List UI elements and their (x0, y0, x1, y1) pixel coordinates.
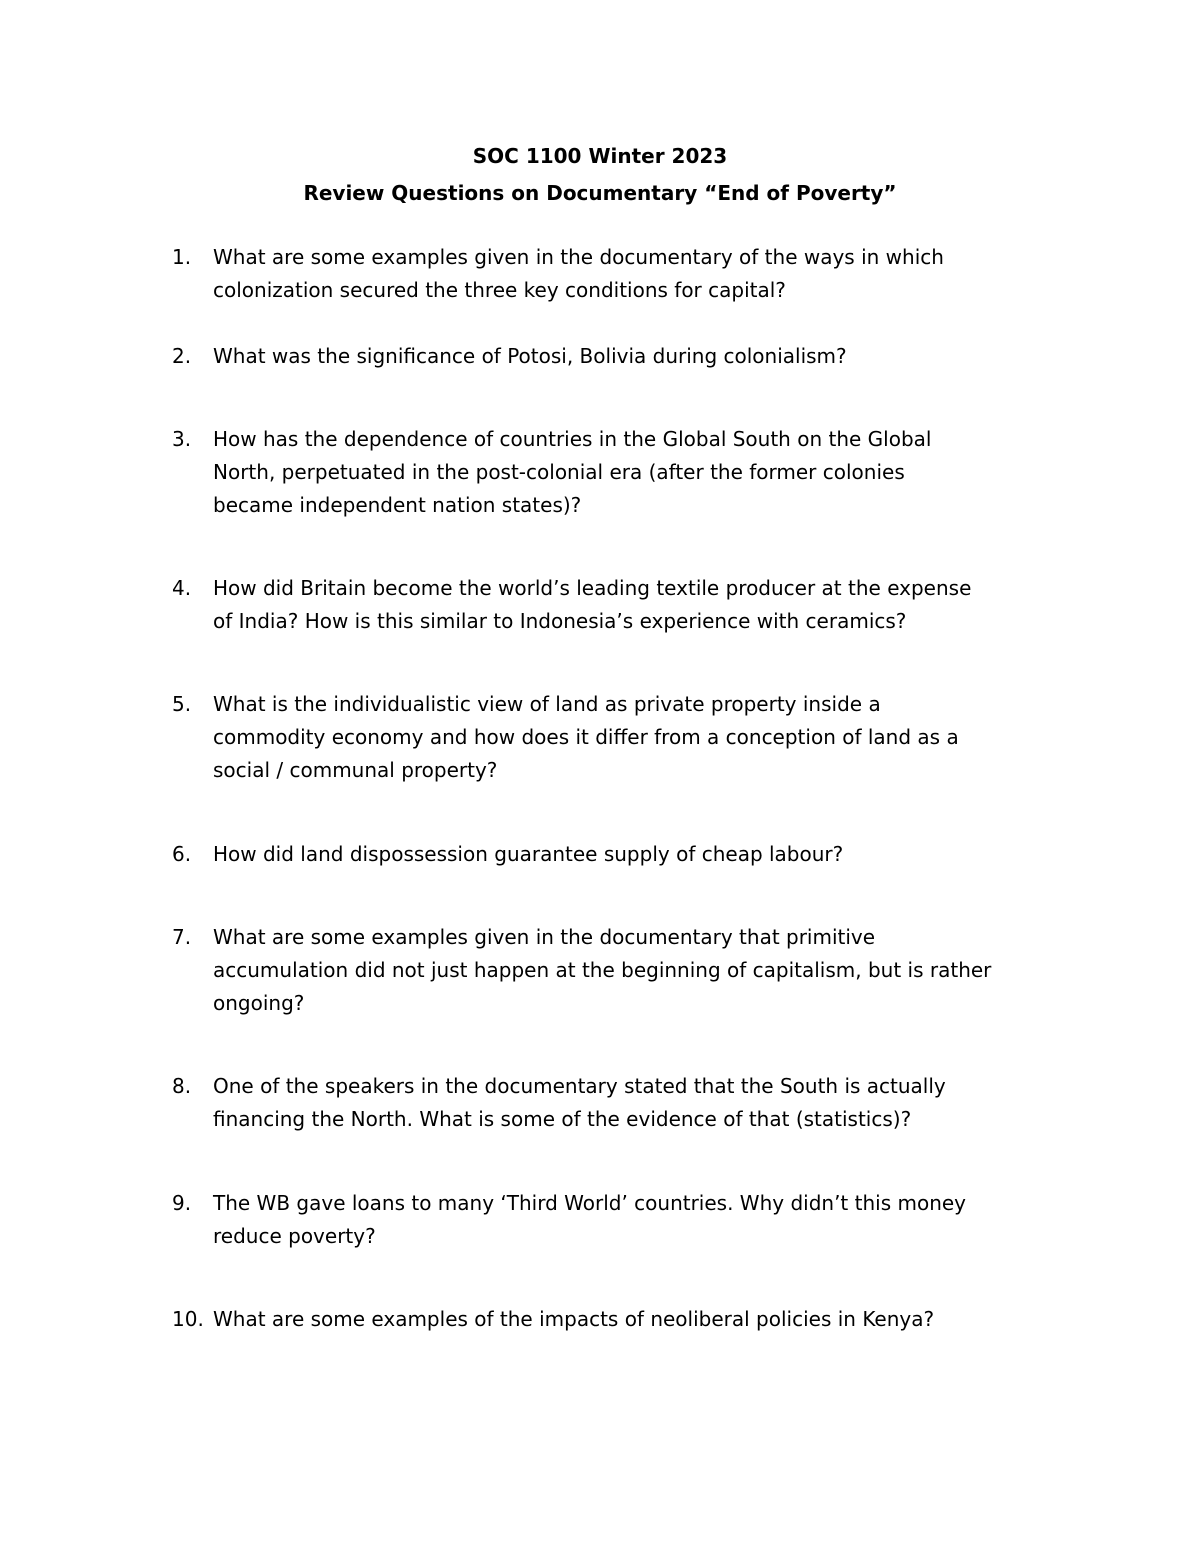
question-1 (172, 241, 1072, 307)
question-text: How has the dependence of countries in the Global South on the Global North, perpetuated in the post-colonial era (after the former colonies became independent nation states)? (213, 427, 932, 517)
question-number: 1. (172, 245, 192, 269)
question-number: 5. (172, 692, 192, 716)
question-text: What is the individualistic view of land as private property inside a commodity economy and how does it differ from a conception of land as a social / communal property? (213, 692, 959, 782)
question-9 (172, 1187, 1072, 1253)
question-number: 10. (172, 1307, 204, 1331)
question-6 (172, 838, 1072, 871)
question-number: 9. (172, 1191, 192, 1215)
document-title: SOC 1100 Winter 2023 (472, 144, 728, 168)
question-text: One of the speakers in the documentary stated that the South is actually financing the North. What is some of the evidence of that (statistics)? (213, 1074, 946, 1131)
question-5 (172, 688, 1072, 787)
question-text: How did Britain become the world’s leading textile producer at the expense of India? How is this similar to Indonesia’s experience with ceramics? (213, 576, 972, 633)
question-3 (172, 423, 1072, 522)
question-text: The WB gave loans to many ‘Third World’ countries. Why didn’t this money reduce poverty? (213, 1191, 967, 1248)
question-number: 3. (172, 427, 192, 451)
question-number: 2. (172, 344, 192, 368)
question-text: What was the significance of Potosi, Bolivia during colonialism? (213, 344, 847, 368)
question-number: 8. (172, 1074, 192, 1098)
question-4 (172, 572, 1072, 638)
question-number: 4. (172, 576, 192, 600)
question-text: How did land dispossession guarantee supply of cheap labour? (213, 842, 844, 866)
question-text: What are some examples given in the documentary that primitive accumulation did not just happen at the beginning of capitalism, but is rather ongoing? (213, 925, 992, 1015)
question-number: 7. (172, 925, 192, 949)
question-10 (172, 1303, 1072, 1336)
question-text: What are some examples given in the documentary of the ways in which colonization secured the three key conditions for capital? (213, 245, 944, 302)
question-text: What are some examples of the impacts of neoliberal policies in Kenya? (213, 1307, 935, 1331)
question-number: 6. (172, 842, 192, 866)
question-7 (172, 921, 1072, 1020)
document-subtitle: Review Questions on Documentary “End of Poverty” (303, 181, 897, 205)
question-2 (172, 340, 1072, 373)
question-8 (172, 1070, 1072, 1136)
